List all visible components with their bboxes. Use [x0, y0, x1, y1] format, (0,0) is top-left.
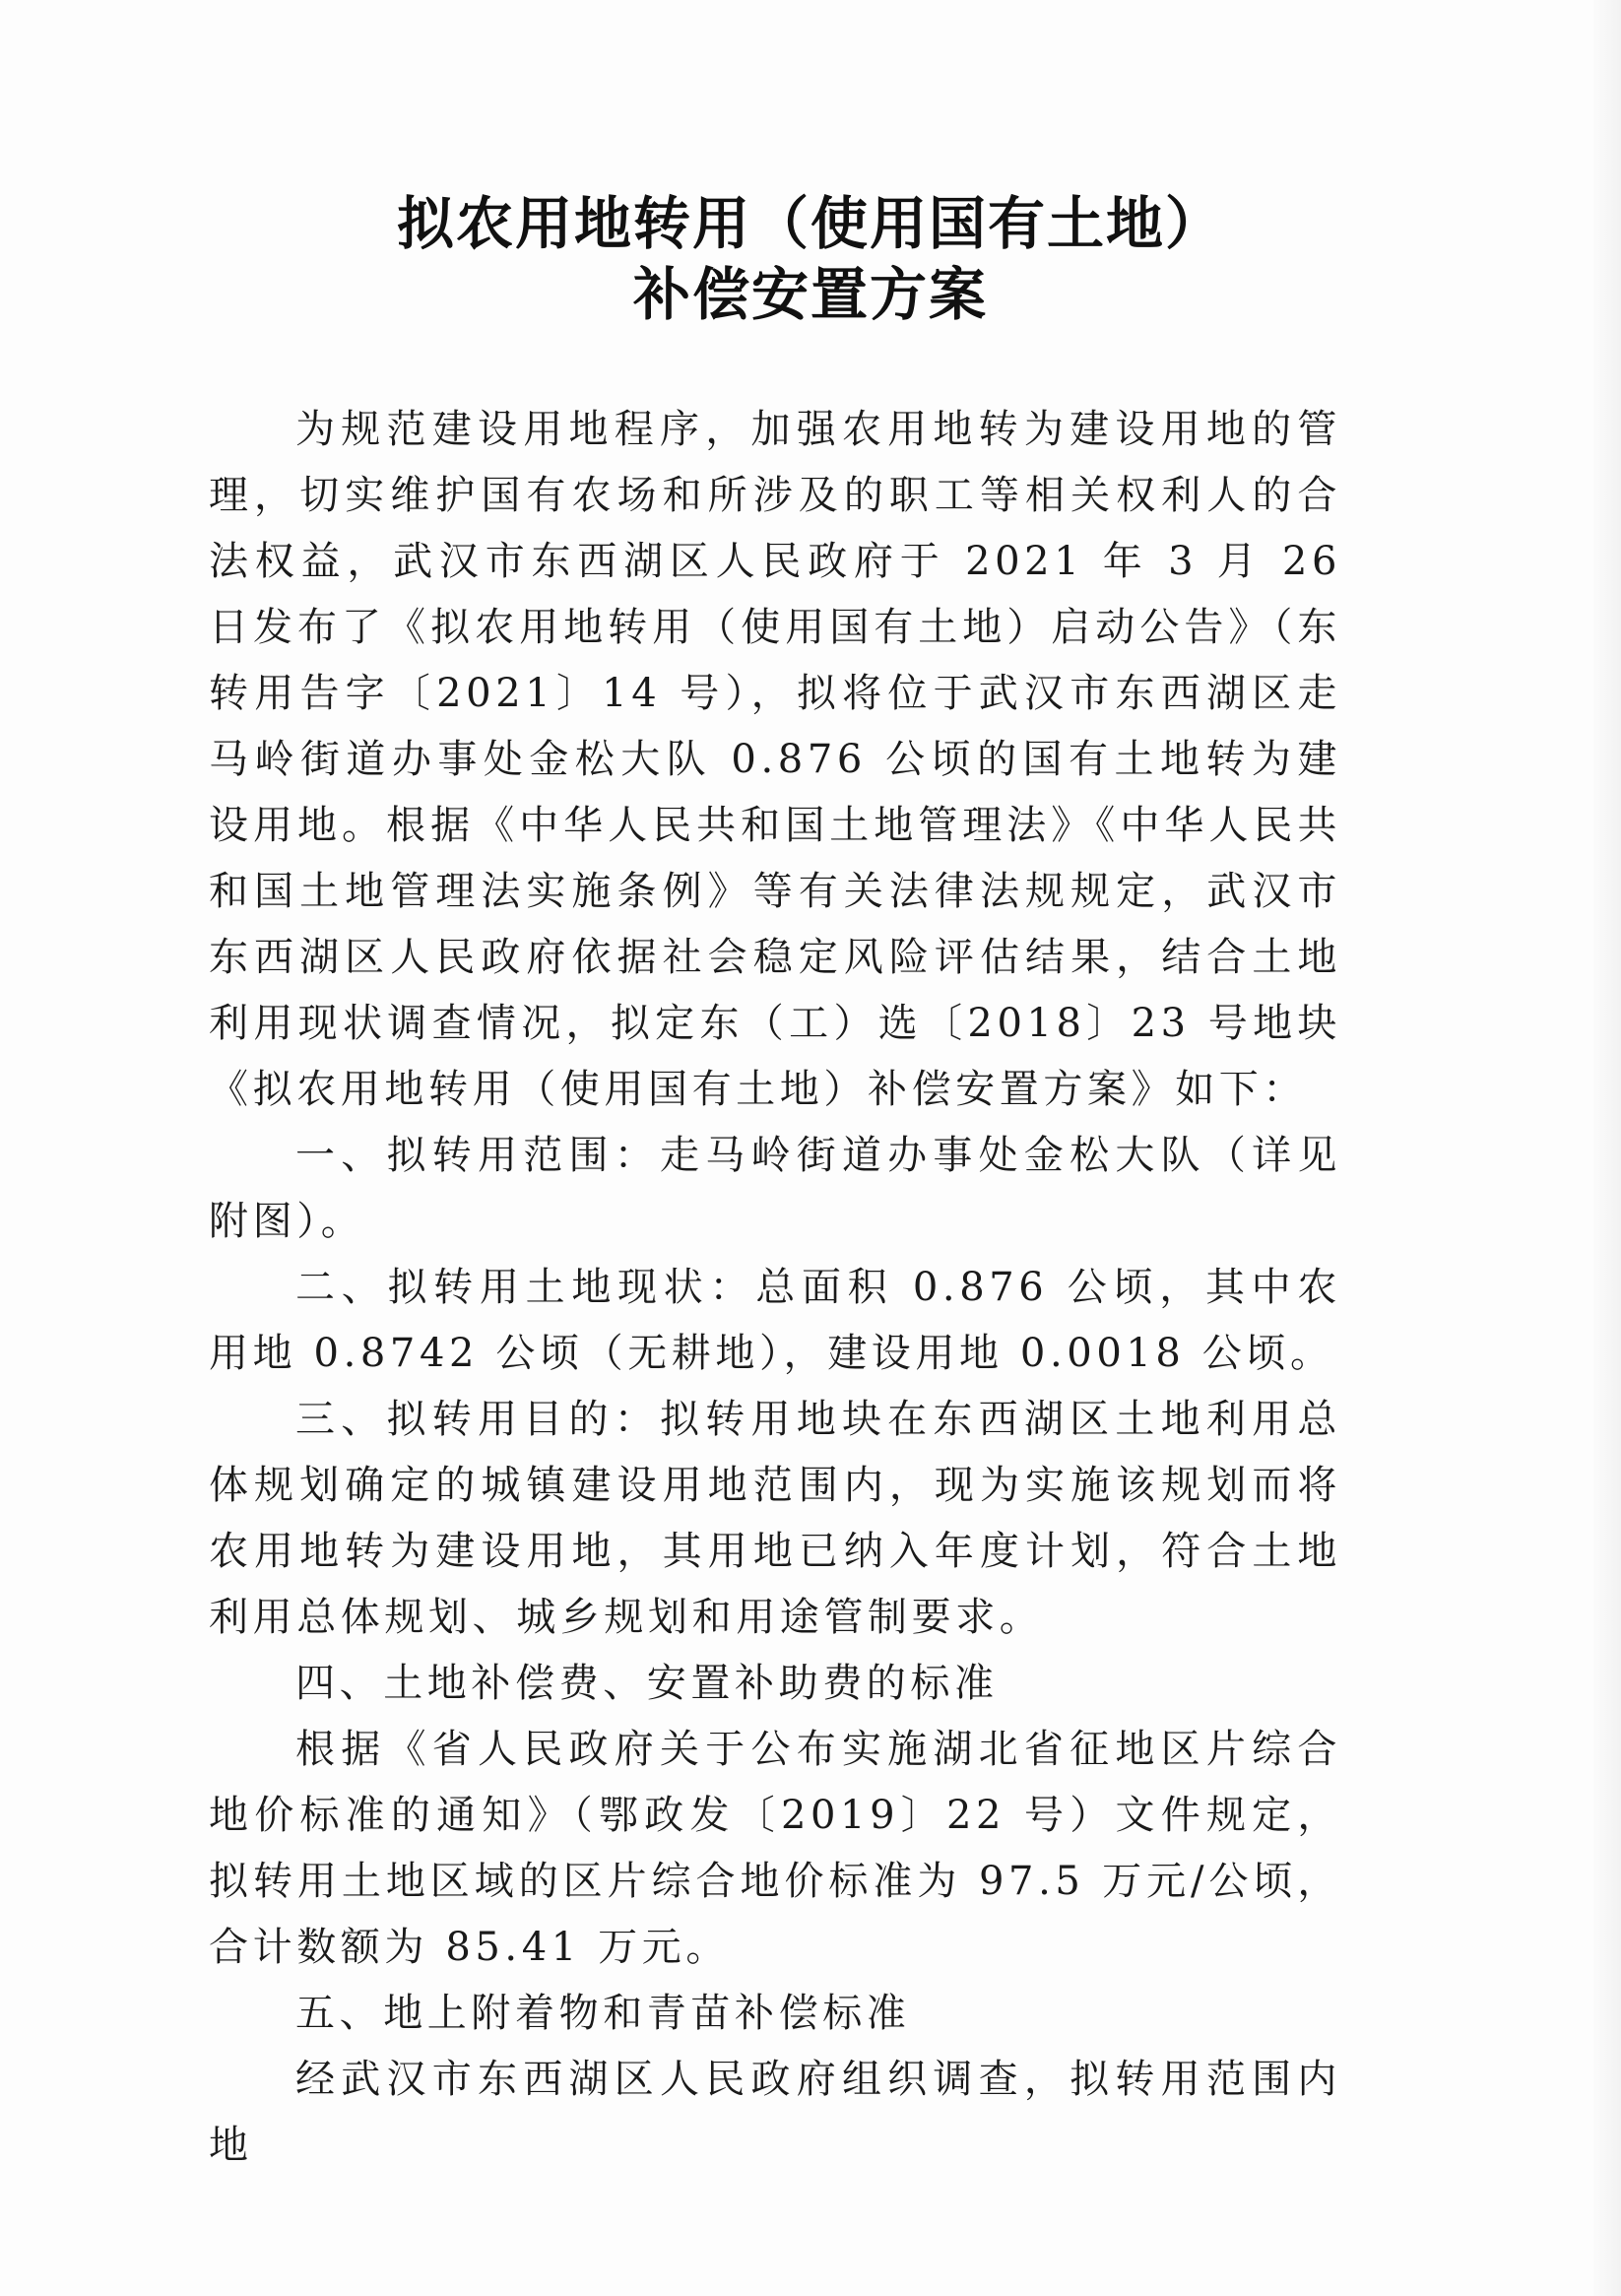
paragraph-section-2: 二、拟转用土地现状：总面积 0.876 公顷，其中农用地 0.8742 公顷（无耕地），建设用地 0.0018 公顷。	[209, 1265, 1341, 1376]
paragraph-section-5-body: 经武汉市东西湖区人民政府组织调查，拟转用范围内地	[209, 2057, 1341, 2168]
scan-edge-shadow	[1593, 0, 1621, 2296]
paragraph-section-4-body: 根据《省人民政府关于公布实施湖北省征地区片综合地价标准的通知》（鄂政发〔2019〕22 号）文件规定，拟转用土地区域的区片综合地价标准为 97.5 万元/公顷，合计数额为 85.41 万元。	[209, 1727, 1341, 1970]
paragraph-section-4-heading: 四、土地补偿费、安置补助费的标准	[295, 1661, 999, 1706]
paragraph-section-3: 三、拟转用目的：拟转用地块在东西湖区土地利用总体规划确定的城镇建设用地范围内，现为实施该规划而将农用地转为建设用地，其用地已纳入年度计划，符合土地利用总体规划、城乡规划和用途管制要求。	[209, 1397, 1341, 1640]
paragraph-intro: 为规范建设用地程序，加强农用地转为建设用地的管理，切实维护国有农场和所涉及的职工等相关权利人的合法权益，武汉市东西湖区人民政府于 2021 年 3 月 26 日发布了《拟农用地转用（使用国有土地）启动公告》（东转用告字〔2021〕14 号），拟将位于武汉市东西湖区走马岭街道办事处金松大队 0.876 公顷的国有土地转为建设用地。根据《中华人民共和国土地管理法》《中华人民共和国土地管理法实施条例》等有关法律法规规定，武汉市东西湖区人民政府依据社会稳定风险评估结果，结合土地利用现状调查情况，拟定东（工）选〔2018〕23 号地块《拟农用地转用（使用国有土地）补偿安置方案》如下：	[209, 407, 1341, 1112]
paragraph-section-5-heading: 五、地上附着物和青苗补偿标准	[295, 1991, 911, 2036]
document-body	[209, 397, 1341, 2179]
document-title-line-2: 补偿安置方案	[632, 261, 988, 328]
document-title-line-1: 拟农用地转用（使用国有土地）	[396, 190, 1224, 257]
paragraph-section-1: 一、拟转用范围：走马岭街道办事处金松大队（详见附图）。	[209, 1133, 1341, 1244]
